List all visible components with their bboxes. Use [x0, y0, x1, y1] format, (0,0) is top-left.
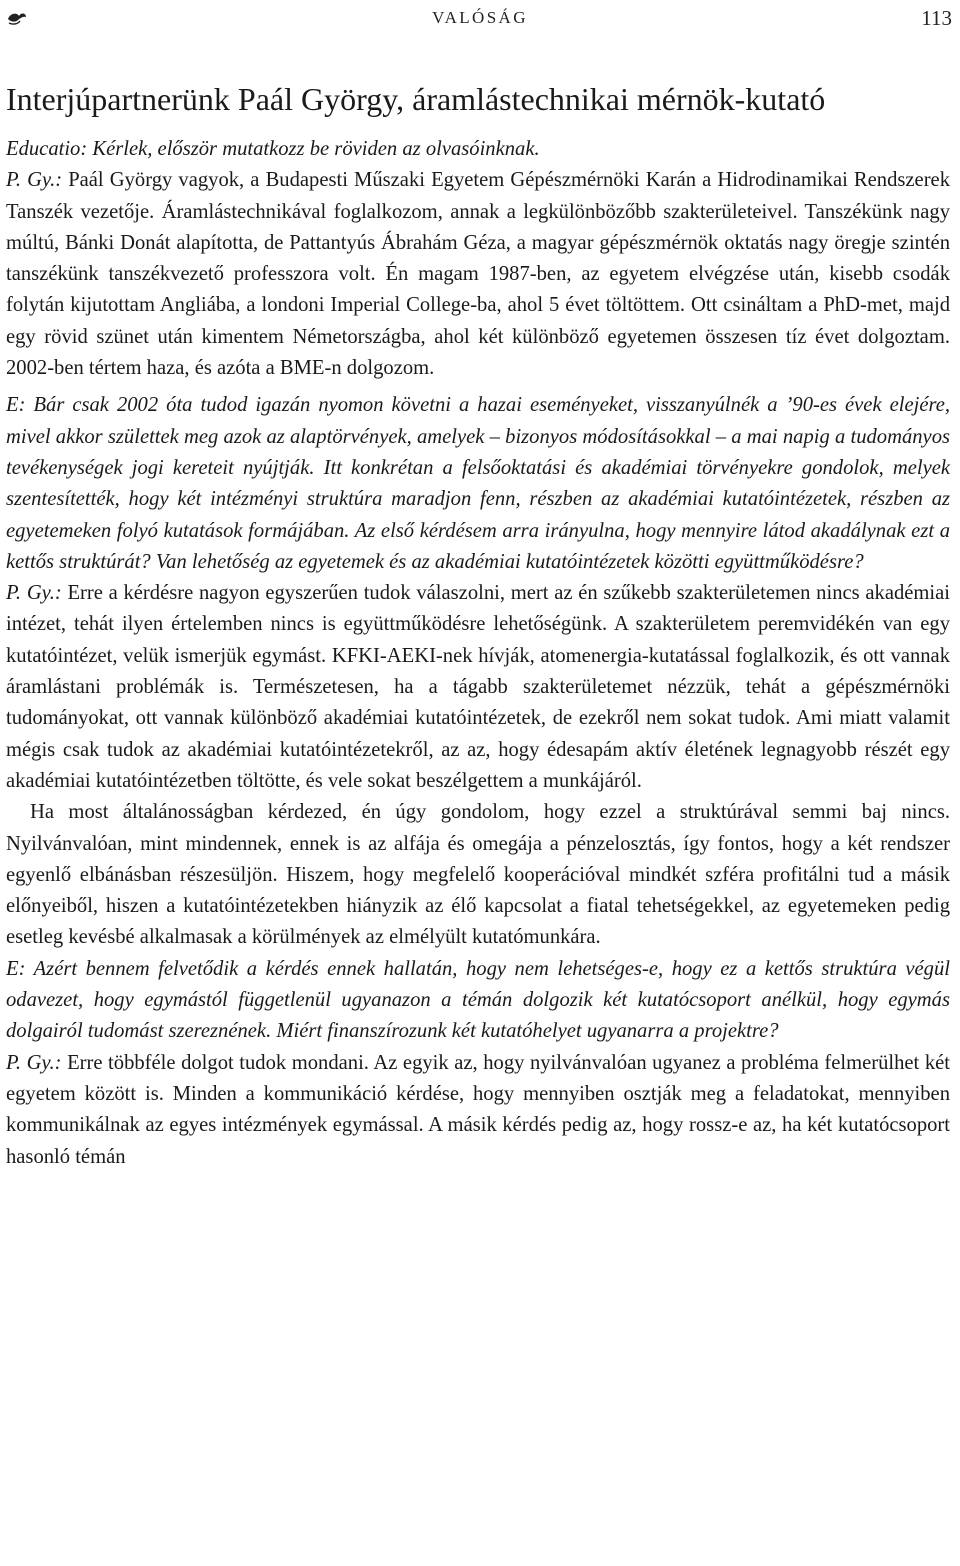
interviewee-answer — [6, 165, 950, 384]
article-title: Interjúpartnerünk Paál György, áramlástechnikai mérnök-kutató — [6, 81, 826, 117]
section-name: VALÓSÁG — [432, 8, 528, 27]
answer-text: Ha most általánosságban kérdezed, én úgy gondolom, hogy ezzel a struktúrával semmi baj nincs. Nyilvánvalóan, mint mindennek, ennek is az alfája és omegája a pénzelosztás, így fontos, hogy a két rendszer egyenlő elbánásban részesüljön. Hiszem, hogy megfelelő kooperációval mindkét szféra profitálni tud a másik előnyeiből, hiszen a kutatóintézetekben hiányzik az élő kapcsolat a fiatal tehetségekkel, az egyetemeken pedig esetleg kevésbé alkalmasak a körülmények az elmélyült kutatómunkára. — [6, 801, 950, 949]
running-header — [0, 0, 960, 44]
speaker-label: P. Gy.: — [6, 1051, 62, 1074]
answer-text: Paál György vagyok, a Budapesti Műszaki Egyetem Gépészmérnöki Karán a Hidrodinamikai Rendszerek Tanszék vezetője. Áramlástechnikával foglalkozom, annak a legkülönbözőbb szakterületeivel. Tanszékünk nagy múltú, Bánki Donát alapította, de Pattantyús Ábrahám Géza, a magyar gépészmérnök oktatás nagy öregje szintén tanszékünk tanszékvezető professzora volt. Én magam 1987-ben, az egyetem elvégzése után, kisebb csodák folytán kijutottam Angliába, a londoni Imperial College-ba, ahol 5 évet töltöttem. Ott csináltam a PhD-met, majd egy rövid szünet után kimentem Németországba, ahol két különböző egyetemen összesen tíz évet dolgoztam. 2002-ben tértem haza, és azóta a BME-n dolgozom. — [6, 169, 950, 380]
article — [6, 76, 950, 1173]
interviewer-question — [6, 134, 950, 165]
answer-text: Erre a kérdésre nagyon egyszerűen tudok válaszolni, mert az én szűkebb szakterületemen nincs akadémiai intézet, tehát ilyen értelemben nincs is együttműködésre lehetőségünk. A szakterületem peremvidékén van egy kutatóintézet, velük ismerjük egymást. KFKI-AEKI-nek hívják, atomenergia-kutatással foglalkozik, és ott vannak áramlástani problémák is. Természetesen, ha a tágabb szakterületemet nézzük, tehát a gépészmérnöki tudományokat, ott vannak különböző akadémiai kutatóintézetek, de ezekről nem sokat tudok. Ami miatt valamit mégis csak tudok az akadémiai kutatóintézetekről, az az, hogy édesapám aktív életének legnagyobb részét egy akadémiai kutatóintézetben töltötte, és vele sokat beszélgettem a munkájáról. — [6, 582, 950, 792]
answer-text: Erre többféle dolgot tudok mondani. Az egyik az, hogy nyilvánvalóan ugyanez a probléma felmerülhet két egyetem között is. Minden a kommunikáció kérdése, hogy mennyiben osztják meg a feladatokat, mennyiben kommunikálnak az egyes intézmények egymással. A másik kérdés pedig az, hogy rossz-e az, ha két kutatócsoport hasonló témán — [6, 1051, 950, 1168]
interviewee-answer — [6, 578, 950, 797]
speaker-label: P. Gy.: — [6, 169, 63, 192]
interviewee-answer — [6, 1048, 950, 1173]
interviewer-question — [6, 954, 950, 1048]
page-number: 113 — [921, 6, 952, 30]
speaker-label: P. Gy.: — [6, 582, 62, 605]
question-text: Educatio: Kérlek, először mutatkozz be röviden az olvasóinknak. — [6, 138, 540, 160]
question-text: E: Azért bennem felvetődik a kérdés ennek hallatán, hogy nem lehetséges-e, hogy ez a kettős struktúra végül odavezet, hogy egymástól függetlenül ugyanazon a témán dolgozik két kutatócsoport anélkül, hogy egymás dolgairól tudomást szereznének. Miért finanszírozunk két kutatóhelyet ugyanarra a projektre? — [6, 957, 950, 1043]
question-text: E: Bár csak 2002 óta tudod igazán nyomon követni a hazai eseményeket, visszanyúlnék a ’90-es évek elejére, mivel akkor születtek meg azok az alaptörvények, amelyek – bizonyos módosításokkal – a mai napig a tudományos tevékenységek jogi kereteit nyújtják. Itt konkrétan a felsőoktatási és akadémiai törvényekre gondolok, melyek szentesítették, hogy két intézményi struktúra maradjon fenn, részben az akadémiai kutatóintézetek, részben az egyetemeken folyó kutatások formájában. Az első kérdésem arra irányulna, hogy mennyire látod akadálynak ezt a kettős struktúrát? Van lehetőség az egyetemek és az akadémiai kutatóintézetek közötti együttműködésre? — [6, 394, 950, 573]
answer-continuation — [6, 797, 950, 953]
interviewer-question — [6, 390, 950, 578]
